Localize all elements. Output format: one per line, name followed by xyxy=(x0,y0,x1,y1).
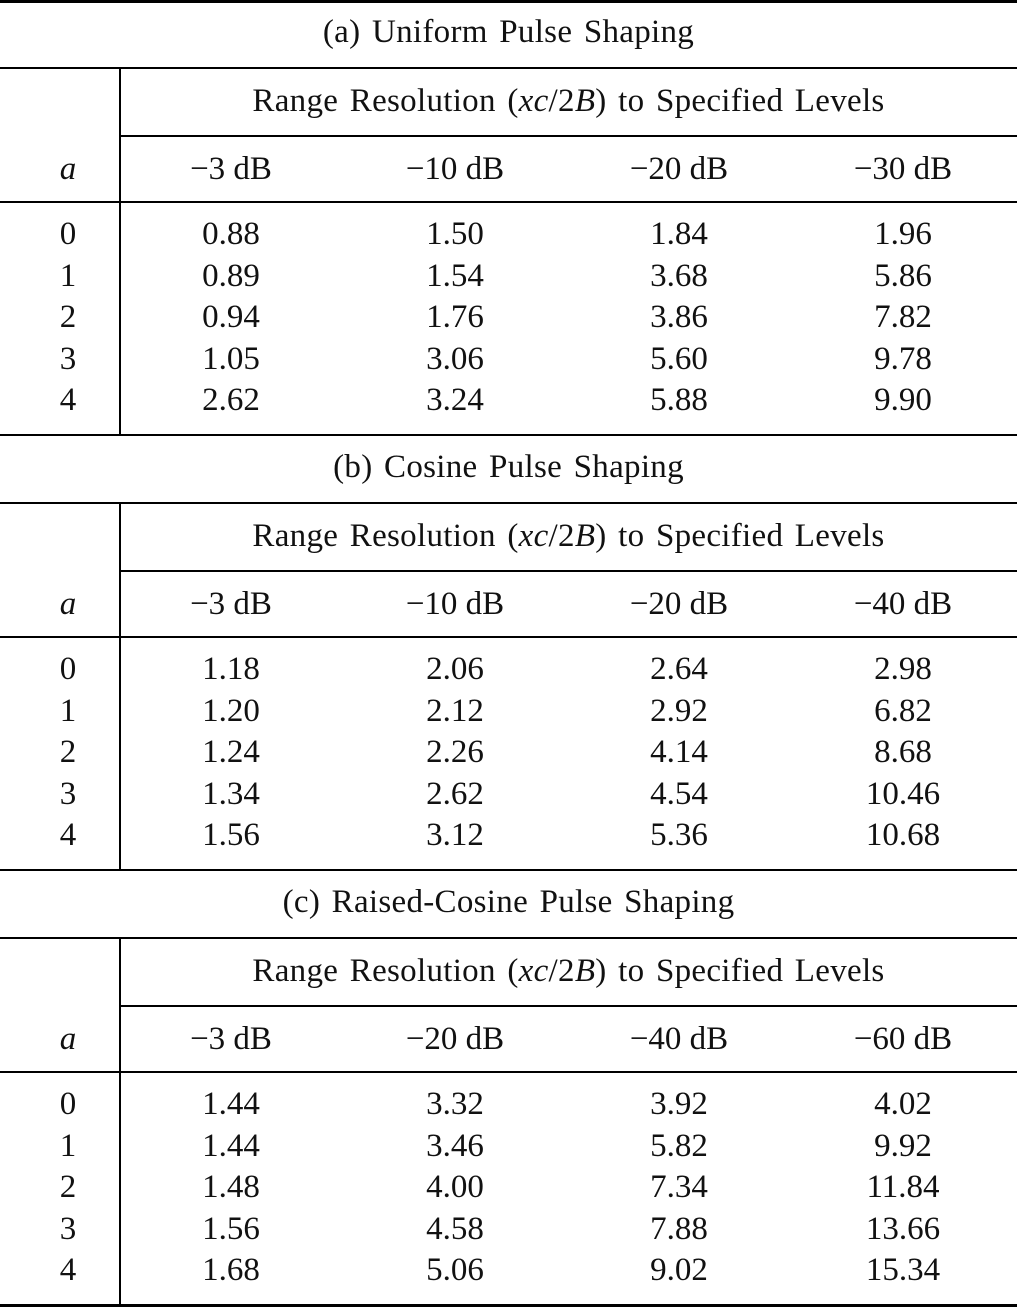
table-row xyxy=(0,1250,1017,1292)
table-cell: 3.12 xyxy=(426,817,484,853)
table-cell: 1.44 xyxy=(202,1127,260,1164)
table-bottom-rule xyxy=(0,1304,1017,1307)
table-caption: (b) Cosine Pulse Shaping xyxy=(333,449,684,485)
a-value: 2 xyxy=(59,734,77,770)
table-row xyxy=(0,297,1017,339)
a-column-header: a xyxy=(59,151,77,187)
header-rule xyxy=(0,201,1017,203)
a-value: 3 xyxy=(59,340,77,377)
table-cell: 1.20 xyxy=(202,692,260,729)
column-header: −3 dB xyxy=(190,586,272,622)
caption-rule xyxy=(0,937,1017,939)
spanning-header: Range Resolution (xc/2B) to Specified Levels xyxy=(252,518,885,554)
table-cell: 1.54 xyxy=(426,257,484,294)
column-header: −3 dB xyxy=(190,151,272,187)
table-cell: 3.68 xyxy=(650,257,708,294)
table-cell: 1.96 xyxy=(874,216,932,252)
a-column-header: a xyxy=(59,1021,77,1057)
table-cell: 4.00 xyxy=(426,1169,484,1205)
spanning-header-rule xyxy=(120,1005,1017,1007)
table-cell: 1.18 xyxy=(202,651,260,687)
table-cell: 8.68 xyxy=(874,734,932,770)
table-cell: 11.84 xyxy=(866,1169,940,1205)
table-row xyxy=(0,256,1017,298)
table-cell: 2.12 xyxy=(426,692,484,729)
table-bottom-rule xyxy=(0,434,1017,436)
table-cell: 9.78 xyxy=(874,340,932,377)
table-cell: 0.94 xyxy=(202,299,260,335)
spanning-header: Range Resolution (xc/2B) to Specified Levels xyxy=(252,83,885,119)
table-cell: 2.64 xyxy=(650,651,708,687)
table-row xyxy=(0,774,1017,816)
table-row xyxy=(0,1126,1017,1168)
table-cell: 1.24 xyxy=(202,734,260,770)
table-cell: 1.34 xyxy=(202,775,260,812)
table-cell: 3.46 xyxy=(426,1127,484,1164)
caption-rule xyxy=(0,67,1017,69)
column-header: −20 dB xyxy=(629,586,729,622)
table-cell: 7.88 xyxy=(650,1210,708,1247)
table-cell: 1.50 xyxy=(426,216,484,252)
column-header: −30 dB xyxy=(853,151,953,187)
a-value: 1 xyxy=(59,257,77,294)
table-cell: 4.14 xyxy=(650,734,708,770)
table-cell: 9.90 xyxy=(874,382,932,418)
column-header: −10 dB xyxy=(405,586,505,622)
table-cell: 4.02 xyxy=(874,1086,932,1122)
a-column-header: a xyxy=(59,586,77,622)
table-top-rule xyxy=(0,0,1017,3)
table-cell: 7.34 xyxy=(650,1169,708,1205)
a-value: 2 xyxy=(59,299,77,335)
table-cell: 1.48 xyxy=(202,1169,260,1205)
table-cell: 3.86 xyxy=(650,299,708,335)
spanning-header: Range Resolution (xc/2B) to Specified Levels xyxy=(252,953,885,989)
table-row xyxy=(0,1167,1017,1209)
a-value: 3 xyxy=(59,1210,77,1247)
table-cell: 1.05 xyxy=(202,340,260,377)
a-value: 4 xyxy=(59,817,77,853)
column-header: −40 dB xyxy=(853,586,953,622)
table-cell: 3.24 xyxy=(426,382,484,418)
table-cell: 13.66 xyxy=(865,1210,941,1247)
table-cell: 15.34 xyxy=(865,1252,941,1288)
table-cell: 1.68 xyxy=(202,1252,260,1288)
caption-rule xyxy=(0,502,1017,504)
table-bottom-rule xyxy=(0,869,1017,871)
header-rule xyxy=(0,636,1017,638)
table-row xyxy=(0,1084,1017,1126)
table-cell: 1.56 xyxy=(202,817,260,853)
table-cell: 3.32 xyxy=(426,1086,484,1122)
table-caption: (a) Uniform Pulse Shaping xyxy=(322,14,695,50)
table-cell: 4.54 xyxy=(650,775,708,812)
a-value: 4 xyxy=(59,1252,77,1288)
table-cell: 1.56 xyxy=(202,1210,260,1247)
table-cell: 0.89 xyxy=(202,257,260,294)
table-cell: 2.06 xyxy=(426,651,484,687)
a-value: 4 xyxy=(59,382,77,418)
table-row xyxy=(0,214,1017,256)
table-caption: (c) Raised-Cosine Pulse Shaping xyxy=(282,884,735,920)
table-row xyxy=(0,339,1017,381)
table-row xyxy=(0,815,1017,857)
table-row xyxy=(0,649,1017,691)
table-cell: 0.88 xyxy=(202,216,260,252)
column-header: −40 dB xyxy=(629,1021,729,1057)
table-cell: 6.82 xyxy=(874,692,932,729)
table-cell: 5.36 xyxy=(650,817,708,853)
header-rule xyxy=(0,1071,1017,1073)
table-cell: 1.76 xyxy=(426,299,484,335)
table-cell: 2.62 xyxy=(426,775,484,812)
table-cell: 5.06 xyxy=(426,1252,484,1288)
table-row xyxy=(0,380,1017,422)
table-cell: 1.84 xyxy=(650,216,708,252)
column-header: −10 dB xyxy=(405,151,505,187)
column-header: −20 dB xyxy=(629,151,729,187)
table-cell: 5.60 xyxy=(650,340,708,377)
table-cell: 9.92 xyxy=(874,1127,932,1164)
table-cell: 2.98 xyxy=(874,651,932,687)
a-value: 2 xyxy=(59,1169,77,1205)
table-cell: 5.86 xyxy=(874,257,932,294)
a-value: 0 xyxy=(59,216,77,252)
spanning-header-rule xyxy=(120,570,1017,572)
table-row xyxy=(0,1209,1017,1251)
table-row xyxy=(0,691,1017,733)
table-cell: 7.82 xyxy=(874,299,932,335)
column-header: −60 dB xyxy=(853,1021,953,1057)
a-value: 3 xyxy=(59,775,77,812)
table-cell: 2.92 xyxy=(650,692,708,729)
a-value: 1 xyxy=(59,1127,77,1164)
table-cell: 10.46 xyxy=(865,775,941,812)
table-cell: 3.92 xyxy=(650,1086,708,1122)
table-cell: 10.68 xyxy=(865,817,941,853)
table-row xyxy=(0,732,1017,774)
table-cell: 2.26 xyxy=(426,734,484,770)
table-cell: 5.88 xyxy=(650,382,708,418)
table-cell: 4.58 xyxy=(426,1210,484,1247)
column-header: −20 dB xyxy=(405,1021,505,1057)
a-value: 1 xyxy=(59,692,77,729)
spanning-header-rule xyxy=(120,135,1017,137)
table-cell: 3.06 xyxy=(426,340,484,377)
table-cell: 5.82 xyxy=(650,1127,708,1164)
table-cell: 2.62 xyxy=(202,382,260,418)
table-cell: 1.44 xyxy=(202,1086,260,1122)
column-header: −3 dB xyxy=(190,1021,272,1057)
a-value: 0 xyxy=(59,1086,77,1122)
table-cell: 9.02 xyxy=(650,1252,708,1288)
a-value: 0 xyxy=(59,651,77,687)
